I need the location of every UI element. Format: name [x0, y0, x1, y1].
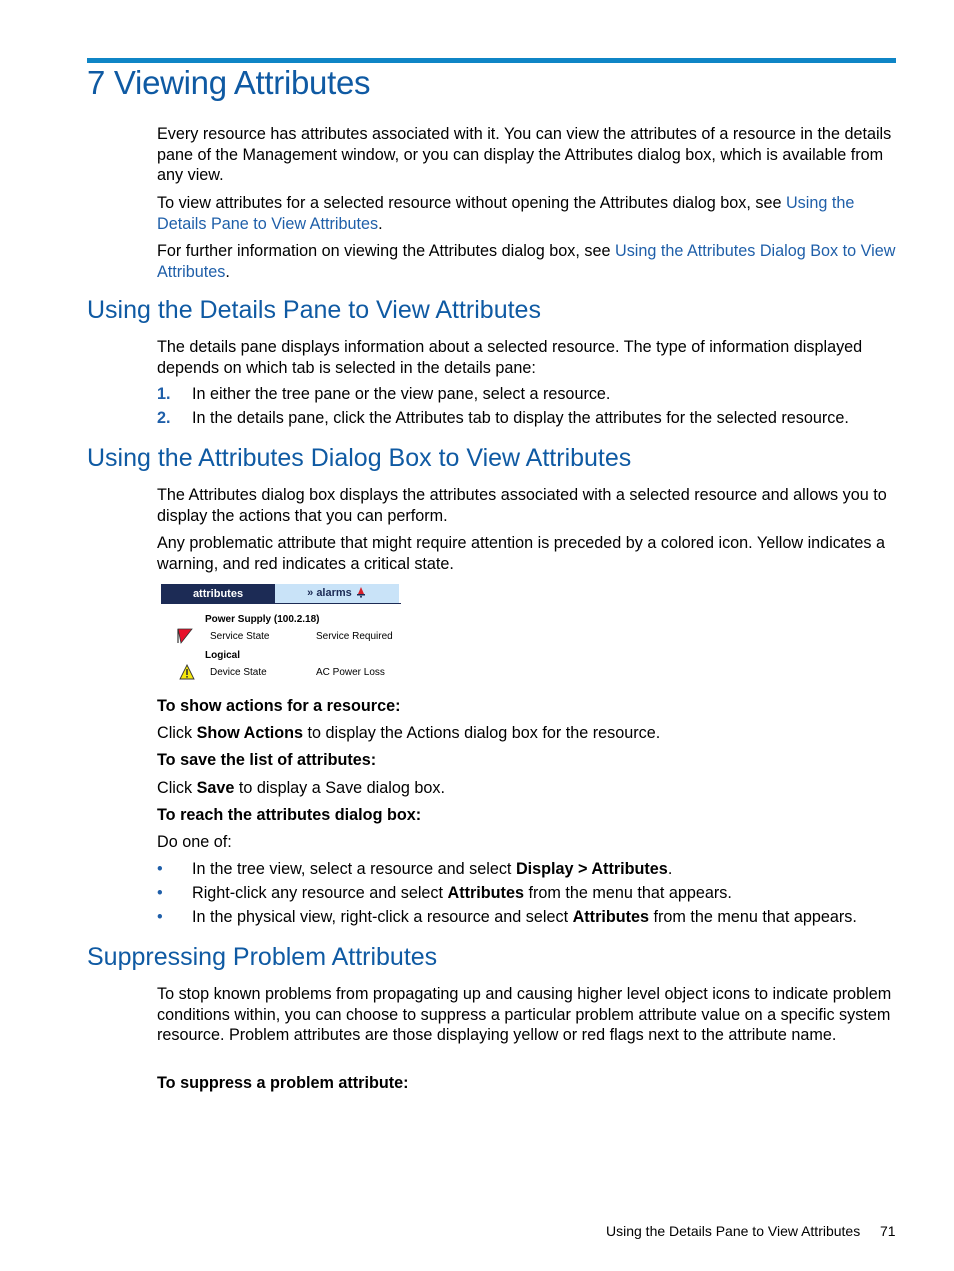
bullet-icon: •	[157, 860, 163, 878]
chapter-title: 7 Viewing Attributes	[87, 64, 371, 101]
ui-label-show-actions: Show Actions	[196, 724, 303, 742]
section-title-attributes-dialog: Using the Attributes Dialog Box to View Attributes	[87, 444, 632, 472]
intro-paragraph-2	[157, 193, 897, 234]
intro-p3-text: For further information on viewing the Attributes dialog box, see	[157, 242, 615, 260]
attribute-group-logical: Logical	[205, 650, 241, 661]
attribute-name: Service State	[210, 631, 270, 642]
tab-alarms[interactable]	[275, 584, 399, 603]
attribute-value: Service Required	[316, 631, 393, 642]
intro-paragraph-1: Every resource has attributes associated with it. You can view the attributes of a resource in the details pane of the Management window, or you can display the Attributes dialog box, which is available from any view.	[157, 125, 892, 184]
bullet-icon: •	[157, 884, 163, 902]
step-number: 2.	[157, 409, 171, 427]
step-text: In either the tree pane or the view pane, select a resource.	[192, 385, 611, 403]
section-title-details-pane: Using the Details Pane to View Attributes	[87, 296, 541, 324]
alarm-bell-icon	[355, 586, 367, 598]
step-text: In the details pane, click the Attributes tab to display the attributes for the selected resource.	[192, 409, 849, 427]
critical-flag-icon	[177, 628, 193, 644]
instruction-text: to display the Actions dialog box for the resource.	[303, 724, 661, 742]
section-title-suppressing: Suppressing Problem Attributes	[87, 943, 438, 971]
page-number: 71	[880, 1223, 896, 1239]
instruction-text: to display a Save dialog box.	[234, 779, 445, 797]
section1-paragraph: The details pane displays information about a selected resource. The type of information displayed depends on which tab is selected in the details pane:	[157, 338, 863, 377]
warning-triangle-icon	[179, 664, 195, 680]
attribute-name: Device State	[210, 667, 267, 678]
link-details-pane[interactable]: Using the Details Pane to View Attributes	[157, 194, 855, 233]
bullet-text: Right-click any resource and select Attributes from the menu that appears.	[192, 884, 732, 902]
section2-paragraph-1: The Attributes dialog box displays the attributes associated with a selected resource and allows you to display the actions that you can perform.	[157, 486, 887, 525]
chapter-rule	[87, 58, 896, 63]
tab-divider	[161, 603, 401, 604]
procedure-heading-reach: To reach the attributes dialog box:	[157, 806, 422, 824]
reach-intro: Do one of:	[157, 833, 232, 851]
tab-alarms-label: » alarms	[307, 587, 352, 599]
intro-p2-end: .	[378, 214, 383, 233]
ui-label-save: Save	[196, 779, 235, 797]
section2-paragraph-2: Any problematic attribute that might require attention is preceded by a colored icon. Yellow indicates a warning, and red indicates a critical state.	[157, 534, 885, 573]
bullet-text: In the physical view, right-click a resource and select Attributes from the menu that appears.	[192, 908, 857, 926]
procedure-heading-save: To save the list of attributes:	[157, 751, 377, 769]
attributes-figure	[161, 584, 401, 684]
bullet-icon: •	[157, 908, 163, 926]
step-number: 1.	[157, 385, 171, 403]
bullet-text: In the tree view, select a resource and select Display > Attributes.	[192, 860, 673, 878]
instruction-text: Click	[157, 724, 197, 742]
procedure-heading-suppress: To suppress a problem attribute:	[157, 1074, 409, 1092]
tab-attributes[interactable]: attributes	[161, 584, 275, 604]
section3-paragraph: To stop known problems from propagating up and causing higher level object icons to indicate problem conditions within, you can choose to suppress a particular problem attribute value on a specific system resource. Problem attributes are those displaying yellow or red flags next to the attribute name.	[157, 985, 892, 1044]
attribute-group-power-supply: Power Supply (100.2.18)	[205, 614, 320, 625]
procedure-heading-show-actions: To show actions for a resource:	[157, 697, 401, 715]
save-instruction	[157, 779, 445, 798]
intro-p2-text: To view attributes for a selected resource without opening the Attributes dialog box, see	[157, 194, 786, 212]
attribute-value: AC Power Loss	[316, 667, 385, 678]
show-actions-instruction	[157, 724, 660, 743]
intro-p3-end: .	[225, 262, 230, 281]
intro-paragraph-3	[157, 241, 897, 282]
footer-running-title: Using the Details Pane to View Attributes	[606, 1223, 861, 1239]
instruction-text: Click	[157, 779, 197, 797]
link-attributes-dialog[interactable]: Using the Attributes Dialog Box to View Attributes	[157, 242, 896, 281]
